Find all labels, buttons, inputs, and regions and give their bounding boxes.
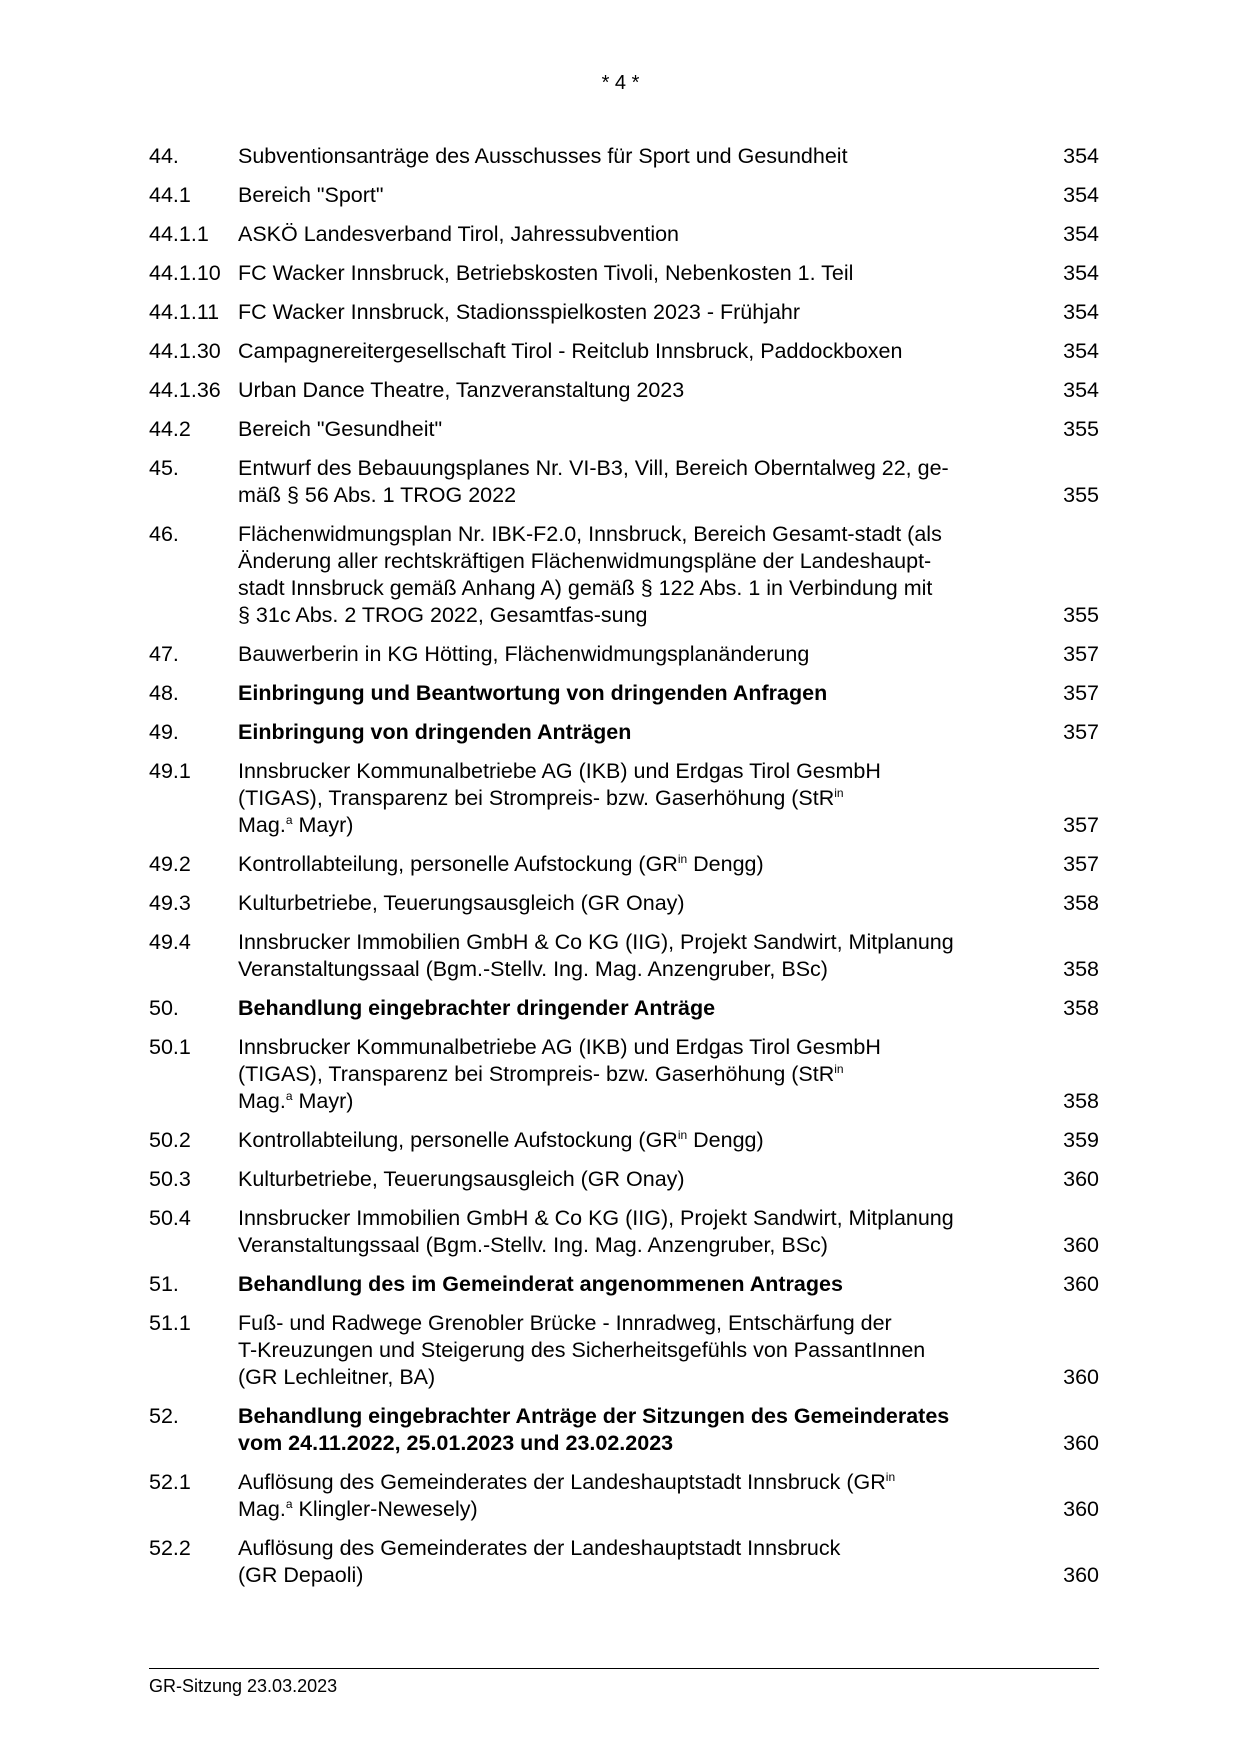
superscript: in: [834, 786, 844, 800]
toc-entry-page: 357: [1063, 720, 1099, 744]
toc-entry-title-line: (GR Lechleitner, BA): [238, 1365, 436, 1389]
toc-entry-page: 354: [1063, 339, 1099, 363]
toc-entry-title: [238, 416, 1055, 443]
toc-entry-title-line: Innsbrucker Immobilien GmbH & Co KG (IIG), Projekt Sandwirt, Mitplanung: [238, 930, 954, 954]
toc-entry-title: [238, 299, 1055, 326]
toc-entry-title-line: Auflösung des Gemeinderates der Landeshauptstadt Innsbruck ($GR^{in}$: [238, 1470, 896, 1494]
toc-entry: [149, 416, 1099, 443]
toc-entry-title: [238, 1403, 1055, 1457]
toc-entry-title-line: Bereich "Sport": [238, 183, 384, 207]
toc-entry-number: 49.2: [149, 852, 191, 876]
toc-entry-number: 49.4: [149, 930, 191, 954]
superscript: a: [285, 813, 293, 827]
toc-entry-title-line: Kulturbetriebe, Teuerungsausgleich (GR Onay): [238, 1167, 685, 1191]
toc-entry-page: 355: [1063, 603, 1099, 627]
toc-entry-number: 52.: [149, 1404, 179, 1428]
superscript: in: [677, 1128, 688, 1142]
toc-entry-number: 48.: [149, 681, 179, 705]
toc-entry-title-line: Bauwerberin in KG Hötting, Flächenwidmungsplanänderung: [238, 642, 810, 666]
toc-entry-page: 354: [1063, 183, 1099, 207]
toc-entry-title: [238, 143, 1055, 170]
toc-entry: [149, 521, 1099, 629]
toc-entry-number: 47.: [149, 642, 179, 666]
toc-entry-number: 50.2: [149, 1128, 191, 1152]
toc-entry-number: 44.1.11: [149, 300, 220, 324]
toc-entry: [149, 1271, 1099, 1298]
toc-entry: [149, 995, 1099, 1022]
toc-entry-title-line: Urban Dance Theatre, Tanzveranstaltung 2023: [238, 378, 685, 402]
toc-entry-title: [238, 1271, 1055, 1298]
toc-entry-title-line: Änderung aller rechtskräftigen Flächenwidmungspläne der Landeshaupt-: [238, 549, 932, 573]
toc-entry-number: 45.: [149, 456, 179, 480]
toc-entry-number: 44.2: [149, 417, 191, 441]
table-of-contents: [149, 143, 1099, 1601]
toc-entry-title: [238, 680, 1055, 707]
toc-entry-title-line: Mag.$^a$ Mayr): [238, 813, 354, 837]
toc-entry-title-line: mäß § 56 Abs. 1 TROG 2022: [238, 483, 517, 507]
toc-entry: [149, 641, 1099, 668]
toc-entry-title-line: Veranstaltungssaal (Bgm.-Stellv. Ing. Mag. Anzengruber, BSc): [238, 1233, 828, 1257]
toc-entry-title: [238, 455, 1055, 509]
toc-entry-title-line: Behandlung eingebrachter dringender Anträge: [238, 996, 716, 1020]
toc-entry-title-line: Innsbrucker Immobilien GmbH & Co KG (IIG), Projekt Sandwirt, Mitplanung: [238, 1206, 954, 1230]
toc-entry-title: [238, 890, 1055, 917]
toc-entry-title: [238, 221, 1055, 248]
toc-entry: [149, 1205, 1099, 1259]
toc-entry-number: 44.1.36: [149, 378, 221, 402]
superscript: a: [285, 1089, 293, 1103]
toc-entry-number: 46.: [149, 522, 179, 546]
toc-entry-title-line: Auflösung des Gemeinderates der Landeshauptstadt Innsbruck: [238, 1536, 841, 1560]
toc-entry-title-line: Entwurf des Bebauungsplanes Nr. VI-B3, Vill, Bereich Oberntalweg 22, ge-: [238, 456, 949, 480]
toc-entry-number: 49.3: [149, 891, 191, 915]
toc-entry-page: 358: [1063, 996, 1099, 1020]
toc-entry: [149, 338, 1099, 365]
toc-entry-title-line: vom 24.11.2022, 25.01.2023 und 23.02.2023: [238, 1431, 674, 1455]
toc-entry: [149, 221, 1099, 248]
toc-entry-title-line: T-Kreuzungen und Steigerung des Sicherheitsgefühls von PassantInnen: [238, 1338, 926, 1362]
toc-entry-title: [238, 1469, 1055, 1523]
toc-entry-title: [238, 338, 1055, 365]
toc-entry-title: [238, 719, 1055, 746]
toc-entry-number: 51.1: [149, 1311, 191, 1335]
toc-entry: [149, 929, 1099, 983]
footer-divider: [149, 1668, 1099, 1669]
toc-entry-number: 52.1: [149, 1470, 191, 1494]
toc-entry-page: 358: [1063, 1089, 1099, 1113]
toc-entry: [149, 758, 1099, 839]
toc-entry-title-line: Subventionsanträge des Ausschusses für Sport und Gesundheit: [238, 144, 848, 168]
toc-entry: [149, 1403, 1099, 1457]
toc-entry-title-line: ASKÖ Landesverband Tirol, Jahressubvention: [238, 222, 680, 246]
toc-entry-title: [238, 851, 1055, 878]
toc-entry-title: [238, 377, 1055, 404]
toc-entry-number: 50.4: [149, 1206, 191, 1230]
toc-entry-page: 360: [1063, 1431, 1099, 1455]
toc-entry-title-line: Mag.$^a$ Mayr): [238, 1089, 354, 1113]
toc-entry-title-line: Veranstaltungssaal (Bgm.-Stellv. Ing. Mag. Anzengruber, BSc): [238, 957, 828, 981]
toc-entry-title-line: Campagnereitergesellschaft Tirol - Reitclub Innsbruck, Paddockboxen: [238, 339, 903, 363]
toc-entry-number: 44.1.1: [149, 222, 209, 246]
footer-session-date: GR-Sitzung 23.03.2023: [149, 1676, 338, 1696]
superscript: a: [285, 1497, 293, 1511]
toc-entry-title-line: Behandlung eingebrachter Anträge der Sitzungen des Gemeinderates: [238, 1404, 950, 1428]
toc-entry-title-line: Flächenwidmungsplan Nr. IBK-F2.0, Innsbruck, Bereich Gesamt-stadt (als: [238, 522, 942, 546]
toc-entry: [149, 1535, 1099, 1589]
toc-entry-title-line: Mag.$^a$ Klingler-Newesely): [238, 1497, 478, 1521]
toc-entry: [149, 890, 1099, 917]
toc-entry-number: 44.1.30: [149, 339, 221, 363]
toc-entry: [149, 260, 1099, 287]
toc-entry-title-line: Innsbrucker Kommunalbetriebe AG (IKB) und Erdgas Tirol GesmbH: [238, 759, 881, 783]
toc-entry-title-line: Innsbrucker Kommunalbetriebe AG (IKB) und Erdgas Tirol GesmbH: [238, 1035, 881, 1059]
toc-entry-title: [238, 641, 1055, 668]
toc-entry-number: 50.3: [149, 1167, 191, 1191]
toc-entry: [149, 299, 1099, 326]
toc-entry-title-line: Kontrollabteilung, personelle Aufstockung ($GR^{in}$ Dengg): [238, 1128, 764, 1152]
toc-entry-page: 360: [1063, 1167, 1099, 1191]
toc-entry: [149, 1127, 1099, 1154]
toc-entry-title-line: Einbringung von dringenden Anträgen: [238, 720, 632, 744]
toc-entry-title-line: Fuß- und Radwege Grenobler Brücke - Innradweg, Entschärfung der: [238, 1311, 892, 1335]
toc-entry-page: 360: [1063, 1563, 1099, 1587]
toc-entry: [149, 1310, 1099, 1391]
toc-entry: [149, 143, 1099, 170]
toc-entry-title-line: stadt Innsbruck gemäß Anhang A) gemäß § 122 Abs. 1 in Verbindung mit: [238, 576, 933, 600]
toc-entry-page: 354: [1063, 300, 1099, 324]
toc-entry-page: 355: [1063, 483, 1099, 507]
superscript: in: [834, 1062, 844, 1076]
toc-entry-title-line: § 31c Abs. 2 TROG 2022, Gesamtfas-sung: [238, 603, 648, 627]
toc-entry: [149, 1034, 1099, 1115]
toc-entry: [149, 1469, 1099, 1523]
toc-entry-title-line: Einbringung und Beantwortung von dringenden Anfragen: [238, 681, 828, 705]
toc-entry-page: 354: [1063, 222, 1099, 246]
toc-entry: [149, 377, 1099, 404]
toc-entry-number: 52.2: [149, 1536, 191, 1560]
toc-entry-page: 360: [1063, 1497, 1099, 1521]
toc-entry: [149, 1166, 1099, 1193]
toc-entry-page: 354: [1063, 378, 1099, 402]
toc-entry-page: 357: [1063, 642, 1099, 666]
toc-entry-page: 354: [1063, 261, 1099, 285]
toc-entry-page: 355: [1063, 417, 1099, 441]
toc-entry-number: 44.1.10: [149, 261, 221, 285]
toc-entry-number: 44.1: [149, 183, 191, 207]
toc-entry-title-line: Kulturbetriebe, Teuerungsausgleich (GR Onay): [238, 891, 685, 915]
toc-entry-title: [238, 1127, 1055, 1154]
toc-entry-title: [238, 1034, 1055, 1115]
toc-entry-title-line: (TIGAS), Transparenz bei Strompreis- bzw. Gaserhöhung (StR$^{in}$: [238, 1062, 844, 1086]
toc-entry-title: [238, 929, 1055, 983]
toc-entry-title: [238, 260, 1055, 287]
toc-entry: [149, 680, 1099, 707]
toc-entry-page: 359: [1063, 1128, 1099, 1152]
toc-entry-number: 51.: [149, 1272, 179, 1296]
toc-entry-number: 49.1: [149, 759, 191, 783]
toc-entry: [149, 851, 1099, 878]
toc-entry-title-line: FC Wacker Innsbruck, Betriebskosten Tivoli, Nebenkosten 1. Teil: [238, 261, 854, 285]
toc-entry-title: [238, 1205, 1055, 1259]
toc-entry-title: [238, 1310, 1055, 1391]
toc-entry: [149, 182, 1099, 209]
toc-entry-title-line: FC Wacker Innsbruck, Stadionsspielkosten 2023 - Frühjahr: [238, 300, 801, 324]
toc-entry-title-line: (TIGAS), Transparenz bei Strompreis- bzw. Gaserhöhung (StR$^{in}$: [238, 786, 844, 810]
toc-entry-title: [238, 182, 1055, 209]
toc-entry-number: 44.: [149, 144, 179, 168]
toc-entry-page: 360: [1063, 1233, 1099, 1257]
toc-entry-page: 358: [1063, 957, 1099, 981]
toc-entry-number: 49.: [149, 720, 179, 744]
toc-entry-page: 357: [1063, 813, 1099, 837]
superscript: in: [677, 852, 688, 866]
toc-entry-page: 360: [1063, 1272, 1099, 1296]
toc-entry-page: 354: [1063, 144, 1099, 168]
toc-entry-page: 357: [1063, 681, 1099, 705]
toc-entry: [149, 455, 1099, 509]
toc-entry-number: 50.1: [149, 1035, 191, 1059]
toc-entry-title: [238, 995, 1055, 1022]
toc-entry-number: 50.: [149, 996, 179, 1020]
page-number: * 4 *: [601, 72, 640, 94]
toc-entry: [149, 719, 1099, 746]
toc-entry-title: [238, 1166, 1055, 1193]
toc-entry-page: 358: [1063, 891, 1099, 915]
toc-entry-title-line: Kontrollabteilung, personelle Aufstockung ($GR^{in}$ Dengg): [238, 852, 764, 876]
toc-entry-page: 360: [1063, 1365, 1099, 1389]
superscript: in: [885, 1470, 896, 1484]
toc-entry-title-line: (GR Depaoli): [238, 1563, 364, 1587]
toc-entry-page: 357: [1063, 852, 1099, 876]
toc-entry-title-line: Behandlung des im Gemeinderat angenommenen Antrages: [238, 1272, 843, 1296]
toc-entry-title: [238, 521, 1055, 629]
toc-entry-title-line: Bereich "Gesundheit": [238, 417, 443, 441]
toc-entry-title: [238, 1535, 1055, 1589]
toc-entry-title: [238, 758, 1055, 839]
